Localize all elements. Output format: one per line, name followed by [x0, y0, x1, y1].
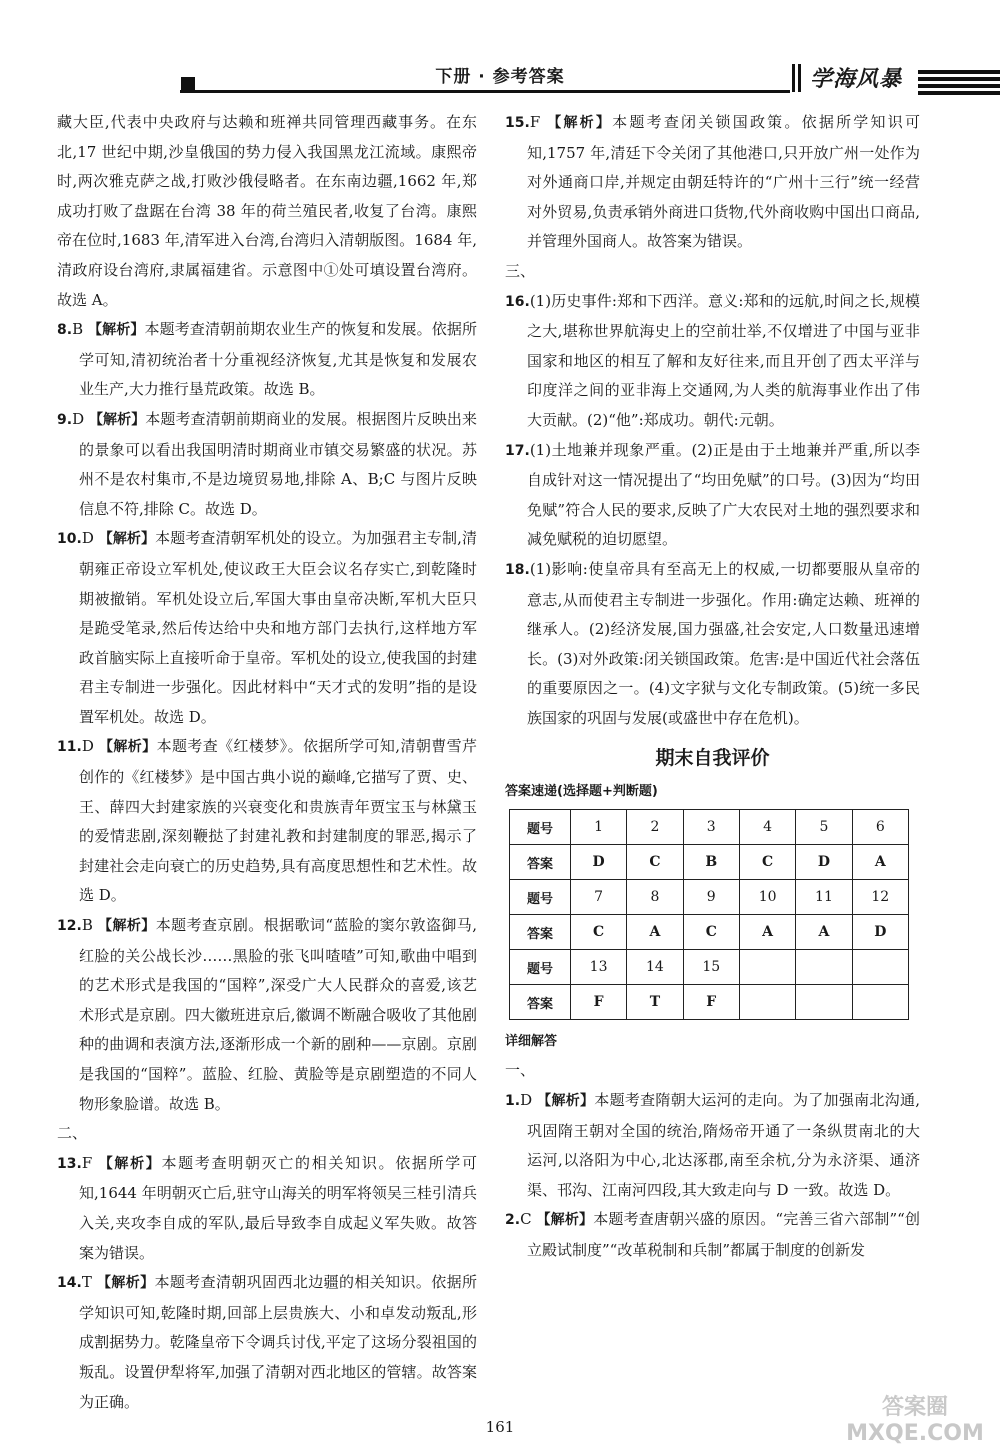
- table-row: 题号 7 8 9 10 11 12: [510, 880, 909, 915]
- header-title: 下册 · 参考答案: [435, 67, 565, 87]
- watermark-logo: 答案圈 MXQE.COM: [846, 1395, 984, 1446]
- answer-item-13: 13.F 【解析】本题考查明朝灭亡的相关知识。依据所学可知,1644 年明朝灭亡后,驻守山海关的明军将领吴三桂引清兵入关,夹攻李自成的军队,最后导致李自成起义军失败。故答案为错误。: [57, 1153, 477, 1262]
- brand-bars: [792, 64, 804, 96]
- left-column: [57, 108, 477, 1417]
- answer-item-16: 16.(1)历史事件:郑和下西洋。意义:郑和的远航,时间之长,规模之大,堪称世界航海史上的空前壮举,不仅增进了中国与亚非国家和地区的相互了解和友好往来,而且开创了西太平洋与印度洋之间的亚非海上交通网,为人类的航海事业作出了伟大贡献。(2)“他”:郑成功。朝代:元朝。: [505, 291, 920, 429]
- table-row: 题号 13 14 15: [510, 950, 909, 985]
- section-heading-3: 三、: [505, 261, 536, 280]
- answer-item-17: 17.(1)土地兼并现象严重。(2)正是由于土地兼并严重,所以李自成针对这一情况提出了“均田免赋”的口号。(3)因为“均田免赋”符合人民的要求,反映了广大农民对土地的强烈要求和减免赋税的迫切愿望。: [505, 440, 920, 549]
- answer-item-15: 15.F 【解析】本题考查闭关锁国政策。依据所学知识可知,1757 年,清廷下令关闭了其他港口,只开放广州一处作为对外通商口岸,并规定由朝廷特许的“广州十三行”统一经营对外贸易,负责承销外商进口货物,代外商收购中国出口商品,并管理外国商人。故答案为错误。: [505, 113, 920, 251]
- eval-title: 期末自我评价: [655, 747, 770, 770]
- section-heading-1: 一、: [505, 1061, 536, 1080]
- answer-item-10: 10.D 【解析】本题考查清朝军机处的设立。为加强君主专制,清朝雍正帝设立军机处,使议政王大臣会议名存实亡,到乾隆时期被撤销。军机处设立后,军国大事由皇帝决断,军机大臣只是跪受笔录,然后传达给中央和地方部门去执行,这样地方军政首脑实际上直接听命于皇帝。军机处的设立,使我国的封建君主专制进一步强化。因此材料中“天才式的发明”指的是设置军机处。故选 D。: [57, 529, 477, 726]
- brand-logo: 学海风暴: [810, 67, 903, 92]
- table-row: 答案 F T F: [510, 985, 909, 1020]
- right-column: [505, 108, 920, 1266]
- answer-item-18: 18.(1)影响:使皇帝具有至高无上的权威,一切都要服从皇帝的意志,从而使君主专制进一步强化。作用:确定达赖、班禅的继承人。(2)经济发展,国力强盛,社会安定,人口数量迅速增长。(3)对外政策:闭关锁国政策。危害:是中国近代社会落伍的重要原因之一。(4)文字狱与文化专制政策。(5)统一多民族国家的巩固与发展(或盛世中存在危机)。: [505, 559, 920, 727]
- page-header: [0, 60, 1000, 110]
- table-row: 题号 1 2 3 4 5 6: [510, 810, 909, 845]
- continued-answer-7: 藏大臣,代表中央政府与达赖和班禅共同管理西藏事务。在东北,17 世纪中期,沙皇俄国的势力侵入我国黑龙江流域。康熙帝时,两次雅克萨之战,打败沙俄侵略者。在东南边疆,1662 年,郑成功打败了盘踞在台湾 38 年的荷兰殖民者,收复了台湾。康熙帝在位时,1683 年,清军进入台湾,台湾归入清朝版图。1684 年,清政府设台湾府,隶属福建省。示意图中①处可填设置台湾府。故选 A。: [57, 113, 477, 309]
- answer-item-12: 12.B 【解析】本题考查京剧。根据歌词“蓝脸的窦尔敦盗御马,红脸的关公战长沙……黑脸的张飞叫喳喳”可知,歌曲中唱到的艺术形式是我国的“国粹”,深受广大人民群众的喜爱,该艺术形式是京剧。四大徽班进京后,徽调不断融合吸收了其他剧种的曲调和表演方法,逐渐形成一个新的剧种——京剧。京剧是我国的“国粹”。蓝脸、红脸、黄脸等是京剧塑造的不同人物形象脸谱。故选 B。: [57, 916, 477, 1113]
- answer-item-9: 9.D 【解析】本题考查清朝前期商业的发展。根据图片反映出来的景象可以看出我国明清时期商业市镇交易繁盛的状况。苏州不是农村集市,不是边境贸易地,排除 A、B;C 与图片反映信息不符,排除 C。故选 D。: [57, 409, 477, 518]
- table-row: 答案 C A C A A D: [510, 915, 909, 950]
- answer-item-8: 8.B 【解析】本题考查清朝前期农业生产的恢复和发展。依据所学可知,清初统治者十分重视经济恢复,尤其是恢复和发展农业生产,大力推行垦荒政策。故选 B。: [57, 320, 477, 399]
- quick-answers-title: 答案速递(选择题+判断题): [505, 784, 658, 800]
- answer-table: [509, 809, 909, 1020]
- section-heading-2: 二、: [57, 1124, 88, 1143]
- detail-item-2: 2.C 【解析】本题考查唐朝兴盛的原因。“完善三省六部制”“创立殿试制度”“改革税制和兵制”都属于制度的创新发: [505, 1210, 920, 1260]
- header-rule: [180, 90, 790, 93]
- answer-item-14: 14.T 【解析】本题考查清朝巩固西北边疆的相关知识。依据所学知识可知,乾隆时期,回部上层贵族大、小和卓发动叛乱,形成割据势力。乾隆皇帝下令调兵讨伐,平定了这场分裂祖国的叛乱。设置伊犁将军,加强了清朝对西北地区的管辖。故答案为正确。: [57, 1273, 477, 1411]
- table-row: 答案 D C B C D A: [510, 845, 909, 880]
- header-stripes: [918, 70, 1000, 98]
- detail-item-1: 1.D 【解析】本题考查隋朝大运河的走向。为了加强南北沟通,巩固隋王朝对全国的统治,隋炀帝开通了一条纵贯南北的大运河,以洛阳为中心,北达涿郡,南至余杭,分为永济渠、通济渠、邗沟、江南河四段,其大致走向与 D 一致。故选 D。: [505, 1091, 920, 1199]
- detail-title: 详细解答: [505, 1034, 558, 1050]
- page-number: 161: [485, 1418, 515, 1436]
- answer-item-11: 11.D 【解析】本题考查《红楼梦》。依据所学可知,清朝曹雪芹创作的《红楼梦》是中国古典小说的巅峰,它描写了贾、史、王、薛四大封建家族的兴衰变化和贵族青年贾宝玉与林黛玉的爱情悲剧,深刻鞭挞了封建礼教和封建制度的罪恶,揭示了封建社会走向衰亡的历史趋势,具有高度思想性和艺术性。故选 D。: [57, 737, 478, 905]
